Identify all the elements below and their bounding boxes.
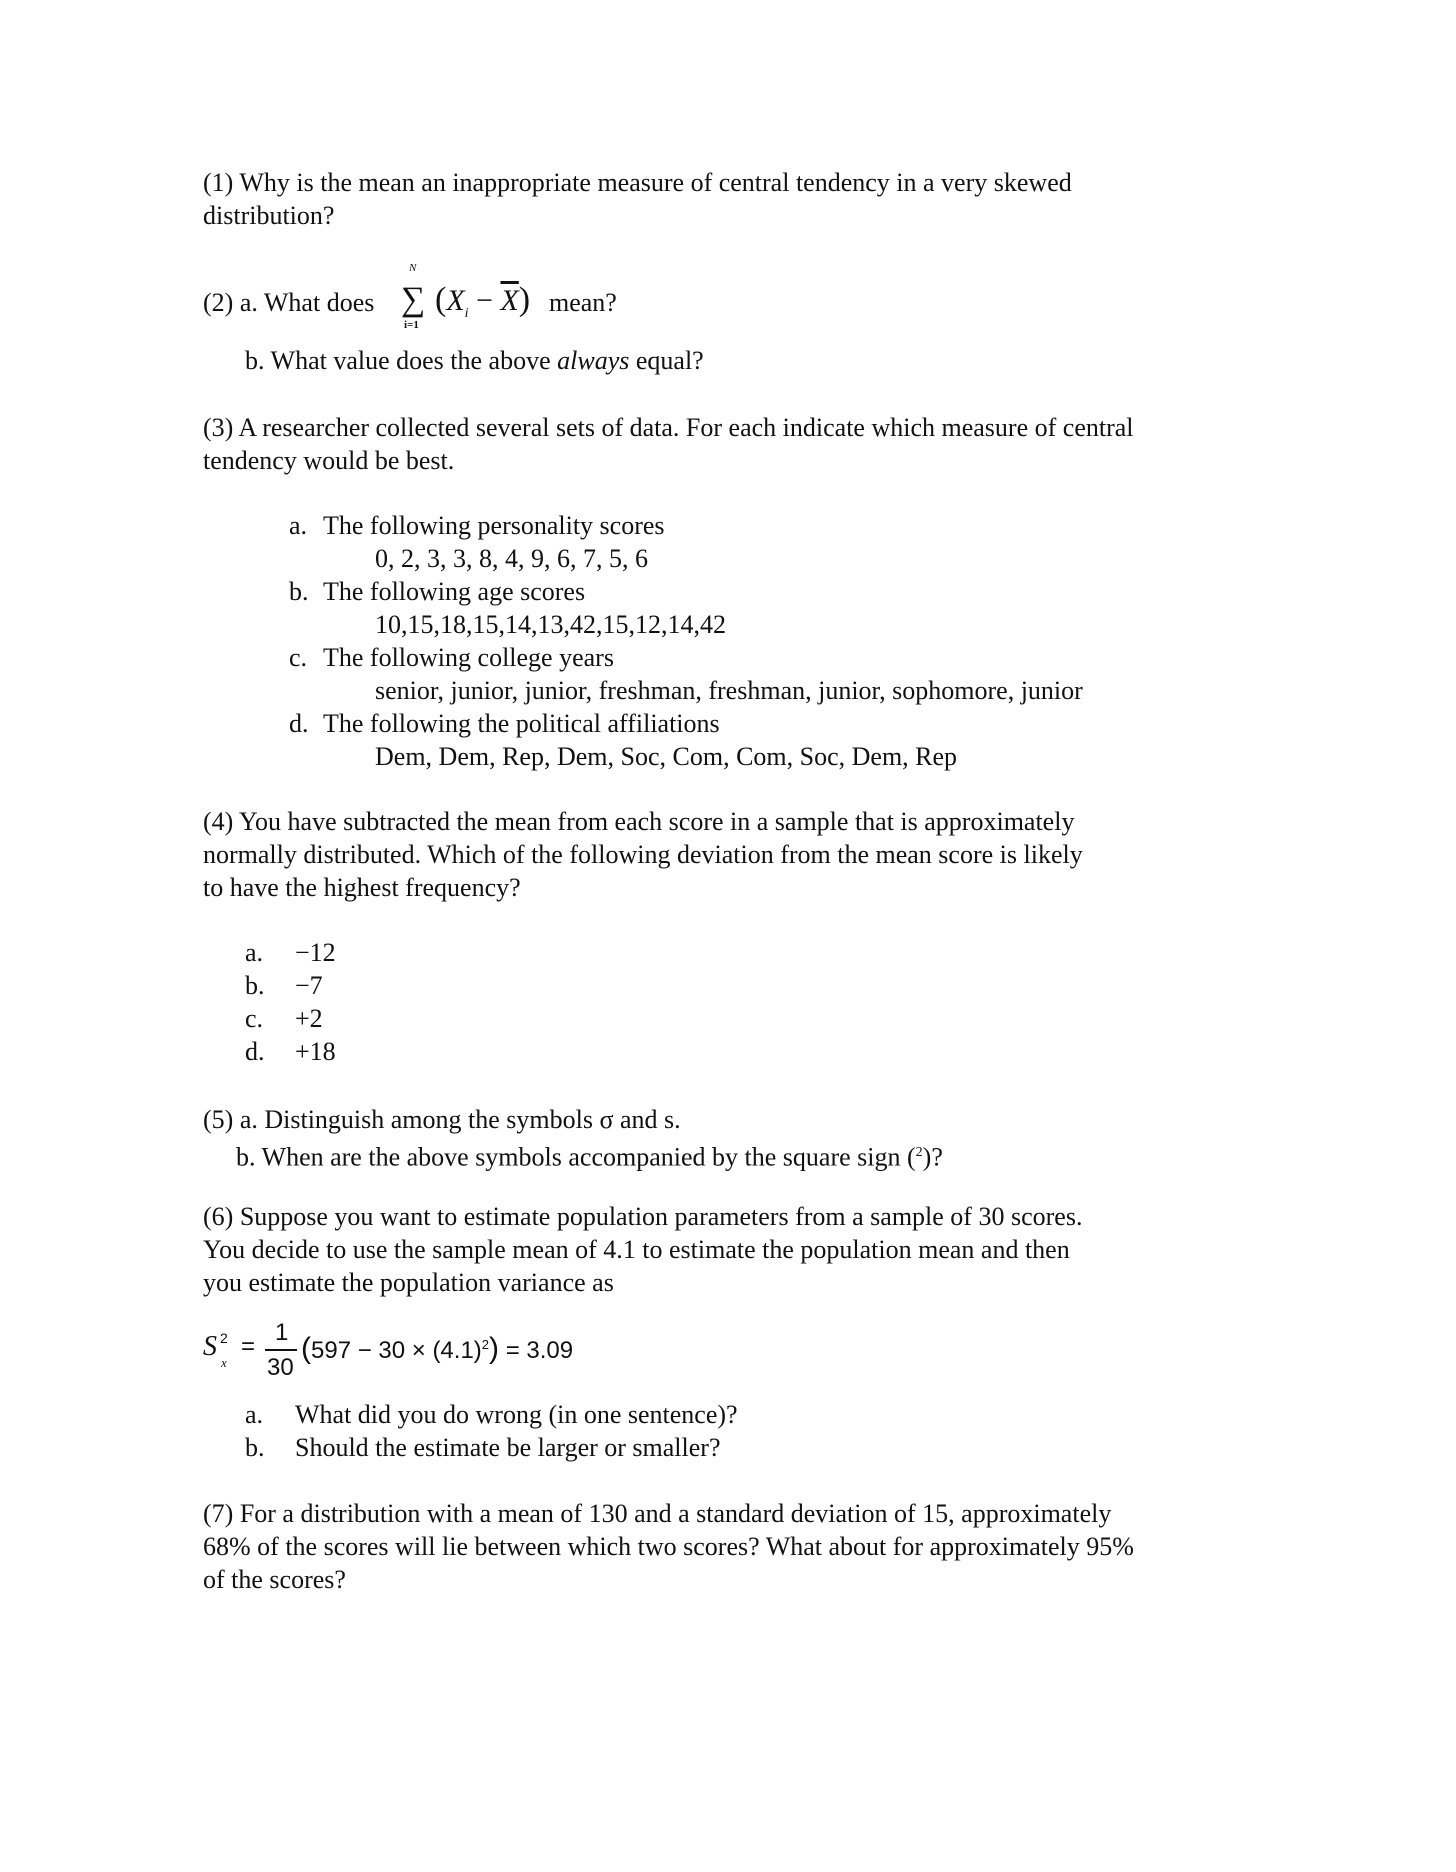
question-6-options	[245, 1398, 738, 1464]
summation-symbol	[399, 262, 431, 334]
question-3-item-d	[289, 707, 1083, 773]
question-5b-superscript: 2	[915, 1145, 923, 1160]
variance-formula	[203, 1316, 623, 1382]
question-4	[203, 805, 1263, 904]
question-2	[203, 262, 1263, 377]
question-5b-text-pre: b. When are the above symbols accompanied by the square sign (	[236, 1142, 916, 1172]
expr-minus: −	[468, 284, 501, 317]
option-value: −12	[295, 938, 336, 967]
expr-xbar: $\overline{X}$	[500, 284, 519, 317]
question-3-items	[289, 509, 1083, 773]
question-6-option-b	[245, 1431, 738, 1464]
question-4-option-b	[245, 969, 336, 1002]
question-2a-prefix: (2) a. What does	[203, 288, 375, 317]
question-2a	[203, 262, 1263, 334]
question-3-item-a	[289, 509, 1083, 575]
summation-upper-limit: N	[409, 262, 417, 274]
summation-expression	[435, 282, 530, 332]
option-label: c.	[245, 1004, 264, 1033]
question-1-line-1: (1) Why is the mean an inappropriate measure of central tendency in a very skewed	[203, 168, 1072, 197]
question-2b-text-post: equal?	[629, 346, 704, 375]
option-value: Should the estimate be larger or smaller?	[295, 1433, 721, 1462]
summation-lower-limit: i=1	[404, 319, 419, 331]
question-7	[203, 1497, 1263, 1596]
item-text: The following the political affiliations	[323, 709, 720, 738]
formula-body-sup: 2	[481, 1337, 490, 1352]
question-4-options	[245, 936, 336, 1068]
option-label: b.	[245, 971, 265, 1000]
option-label: d.	[245, 1037, 265, 1066]
question-3-item-c	[289, 641, 1083, 707]
question-5a: (5) a. Distinguish among the symbols σ and s.	[203, 1105, 681, 1134]
fraction-numerator: 1	[275, 1319, 289, 1346]
formula-left-paren: (	[301, 1332, 311, 1365]
sigma-icon: ∑	[401, 281, 426, 318]
question-5b-text-post: )?	[922, 1142, 943, 1172]
formula-lhs	[203, 1330, 217, 1363]
formula-body	[301, 1328, 573, 1367]
question-5	[203, 1103, 1263, 1174]
question-4-line-2: normally distributed. Which of the following deviation from the mean score is likely	[203, 840, 1083, 869]
item-data: senior, junior, junior, freshman, freshman, junior, sophomore, junior	[375, 676, 1083, 705]
formula-lhs-sup: 2	[220, 1330, 228, 1346]
question-4-option-c	[245, 1002, 336, 1035]
formula-var: S	[203, 1331, 217, 1362]
formula-equals: =	[241, 1333, 256, 1360]
option-value: +18	[295, 1037, 336, 1066]
item-data: 10,15,18,15,14,13,42,15,12,14,42	[375, 610, 726, 639]
option-value: −7	[295, 971, 323, 1000]
question-6-line-1: (6) Suppose you want to estimate population parameters from a sample of 30 scores.	[203, 1202, 1083, 1231]
item-text: The following age scores	[323, 577, 586, 606]
question-6-line-2: You decide to use the sample mean of 4.1 to estimate the population mean and then	[203, 1235, 1070, 1264]
question-4-option-d	[245, 1035, 336, 1068]
formula-right-paren: )	[489, 1332, 500, 1365]
question-7-line-3: of the scores?	[203, 1565, 346, 1594]
question-3-item-b	[289, 575, 1083, 641]
question-6-option-a	[245, 1398, 738, 1431]
item-label: a.	[289, 511, 308, 540]
item-data: Dem, Dem, Rep, Dem, Soc, Com, Com, Soc, Dem, Rep	[375, 742, 958, 771]
formula-body-text: 597 − 30 × (4.1)	[311, 1337, 482, 1364]
item-text: The following personality scores	[323, 511, 665, 540]
question-4-option-a	[245, 936, 336, 969]
question-1	[203, 166, 1263, 232]
option-label: a.	[245, 1400, 264, 1429]
item-label: c.	[289, 643, 308, 672]
right-paren: )	[518, 281, 531, 318]
formula-lhs-sub: x	[221, 1355, 227, 1370]
option-label: a.	[245, 938, 264, 967]
option-value: What did you do wrong (in one sentence)?	[295, 1400, 738, 1429]
question-6-line-3: you estimate the population variance as	[203, 1268, 614, 1297]
question-7-line-2: 68% of the scores will lie between which two scores? What about for approximately 95%	[203, 1532, 1134, 1561]
question-4-line-3: to have the highest frequency?	[203, 873, 521, 902]
item-data: 0, 2, 3, 3, 8, 4, 9, 6, 7, 5, 6	[375, 544, 648, 573]
item-label: b.	[289, 577, 309, 606]
question-1-line-2: distribution?	[203, 201, 335, 230]
question-5b	[203, 1136, 1263, 1174]
expr-x: X	[446, 284, 465, 317]
item-text: The following college years	[323, 643, 614, 672]
expr-x-subscript: i	[464, 306, 469, 321]
question-3-line-1: (3) A researcher collected several sets of data. For each indicate which measure of central	[203, 413, 1134, 442]
question-6	[203, 1200, 1263, 1299]
fraction-denominator: 30	[267, 1354, 294, 1381]
item-label: d.	[289, 709, 309, 738]
question-2b-text-pre: b. What value does the above	[245, 346, 558, 375]
question-3-line-2: tendency would be best.	[203, 446, 455, 475]
question-4-line-1: (4) You have subtracted the mean from each score in a sample that is approximately	[203, 807, 1075, 836]
question-7-line-1: (7) For a distribution with a mean of 130 and a standard deviation of 15, approximately	[203, 1499, 1112, 1528]
question-2b-emphasis: always	[557, 346, 630, 375]
question-2a-suffix: mean?	[549, 288, 617, 317]
formula-fraction	[263, 1316, 299, 1382]
option-value: +2	[295, 1004, 323, 1033]
formula-result: = 3.09	[505, 1337, 574, 1364]
question-2b	[203, 344, 1263, 377]
option-label: b.	[245, 1433, 265, 1462]
question-3	[203, 411, 1263, 477]
left-paren: (	[435, 281, 447, 318]
